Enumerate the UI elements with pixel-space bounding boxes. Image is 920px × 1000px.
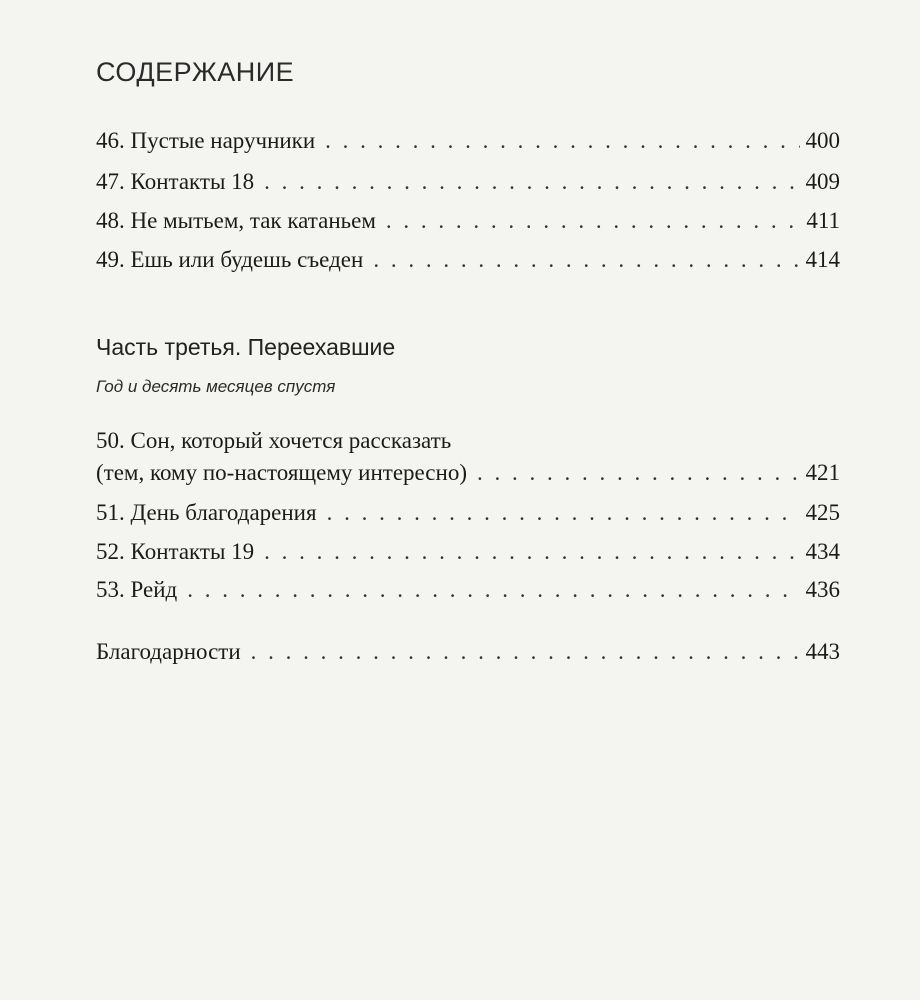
dot-leader <box>477 457 800 489</box>
entry-page: 443 <box>805 639 840 664</box>
toc-entry <box>96 497 840 529</box>
part-subtitle: Год и десять месяцев спустя <box>96 377 336 396</box>
dot-leader <box>264 166 799 198</box>
toc-entry <box>96 574 840 606</box>
toc-heading: СОДЕРЖАНИЕ <box>96 57 295 87</box>
dot-leader <box>325 125 799 157</box>
dot-leader <box>386 205 800 237</box>
toc-entry <box>96 636 840 668</box>
entry-page: 421 <box>805 460 840 485</box>
entry-page: 436 <box>805 577 840 602</box>
entry-label: Благодарности <box>96 639 241 664</box>
dot-leader <box>327 497 800 529</box>
entry-page: 400 <box>805 128 840 153</box>
entry-label: 51. День благодарения <box>96 500 317 525</box>
toc-entry <box>96 125 840 157</box>
entry-label-line1: 50. Сон, который хочется рассказать <box>96 428 452 453</box>
toc-entry <box>96 457 840 489</box>
bleed-through-shadow <box>780 200 920 1000</box>
toc-entry <box>96 244 840 276</box>
entry-label: 49. Ешь или будешь съеден <box>96 247 364 272</box>
dot-leader <box>251 636 800 668</box>
dot-leader <box>264 536 799 568</box>
entry-label-line2: (тем, кому по-настоящему интересно) <box>96 460 467 485</box>
entry-label: 48. Не мытьем, так катаньем <box>96 208 376 233</box>
dot-leader <box>373 244 799 276</box>
entry-label: 46. Пустые наручники <box>96 128 316 153</box>
entry-label: 47. Контакты 18 <box>96 169 255 194</box>
entry-page: 425 <box>805 500 840 525</box>
entry-label: 52. Контакты 19 <box>96 539 255 564</box>
toc-entry <box>96 536 840 568</box>
part-title: Часть третья. Переехавшие <box>96 334 396 360</box>
toc-entry <box>96 205 840 237</box>
entry-page: 409 <box>805 169 840 194</box>
toc-entry <box>96 166 840 198</box>
entry-page: 414 <box>805 247 840 272</box>
entry-page: 434 <box>805 539 840 564</box>
dot-leader <box>187 574 799 606</box>
entry-label: 53. Рейд <box>96 577 178 602</box>
entry-page: 411 <box>806 208 840 233</box>
